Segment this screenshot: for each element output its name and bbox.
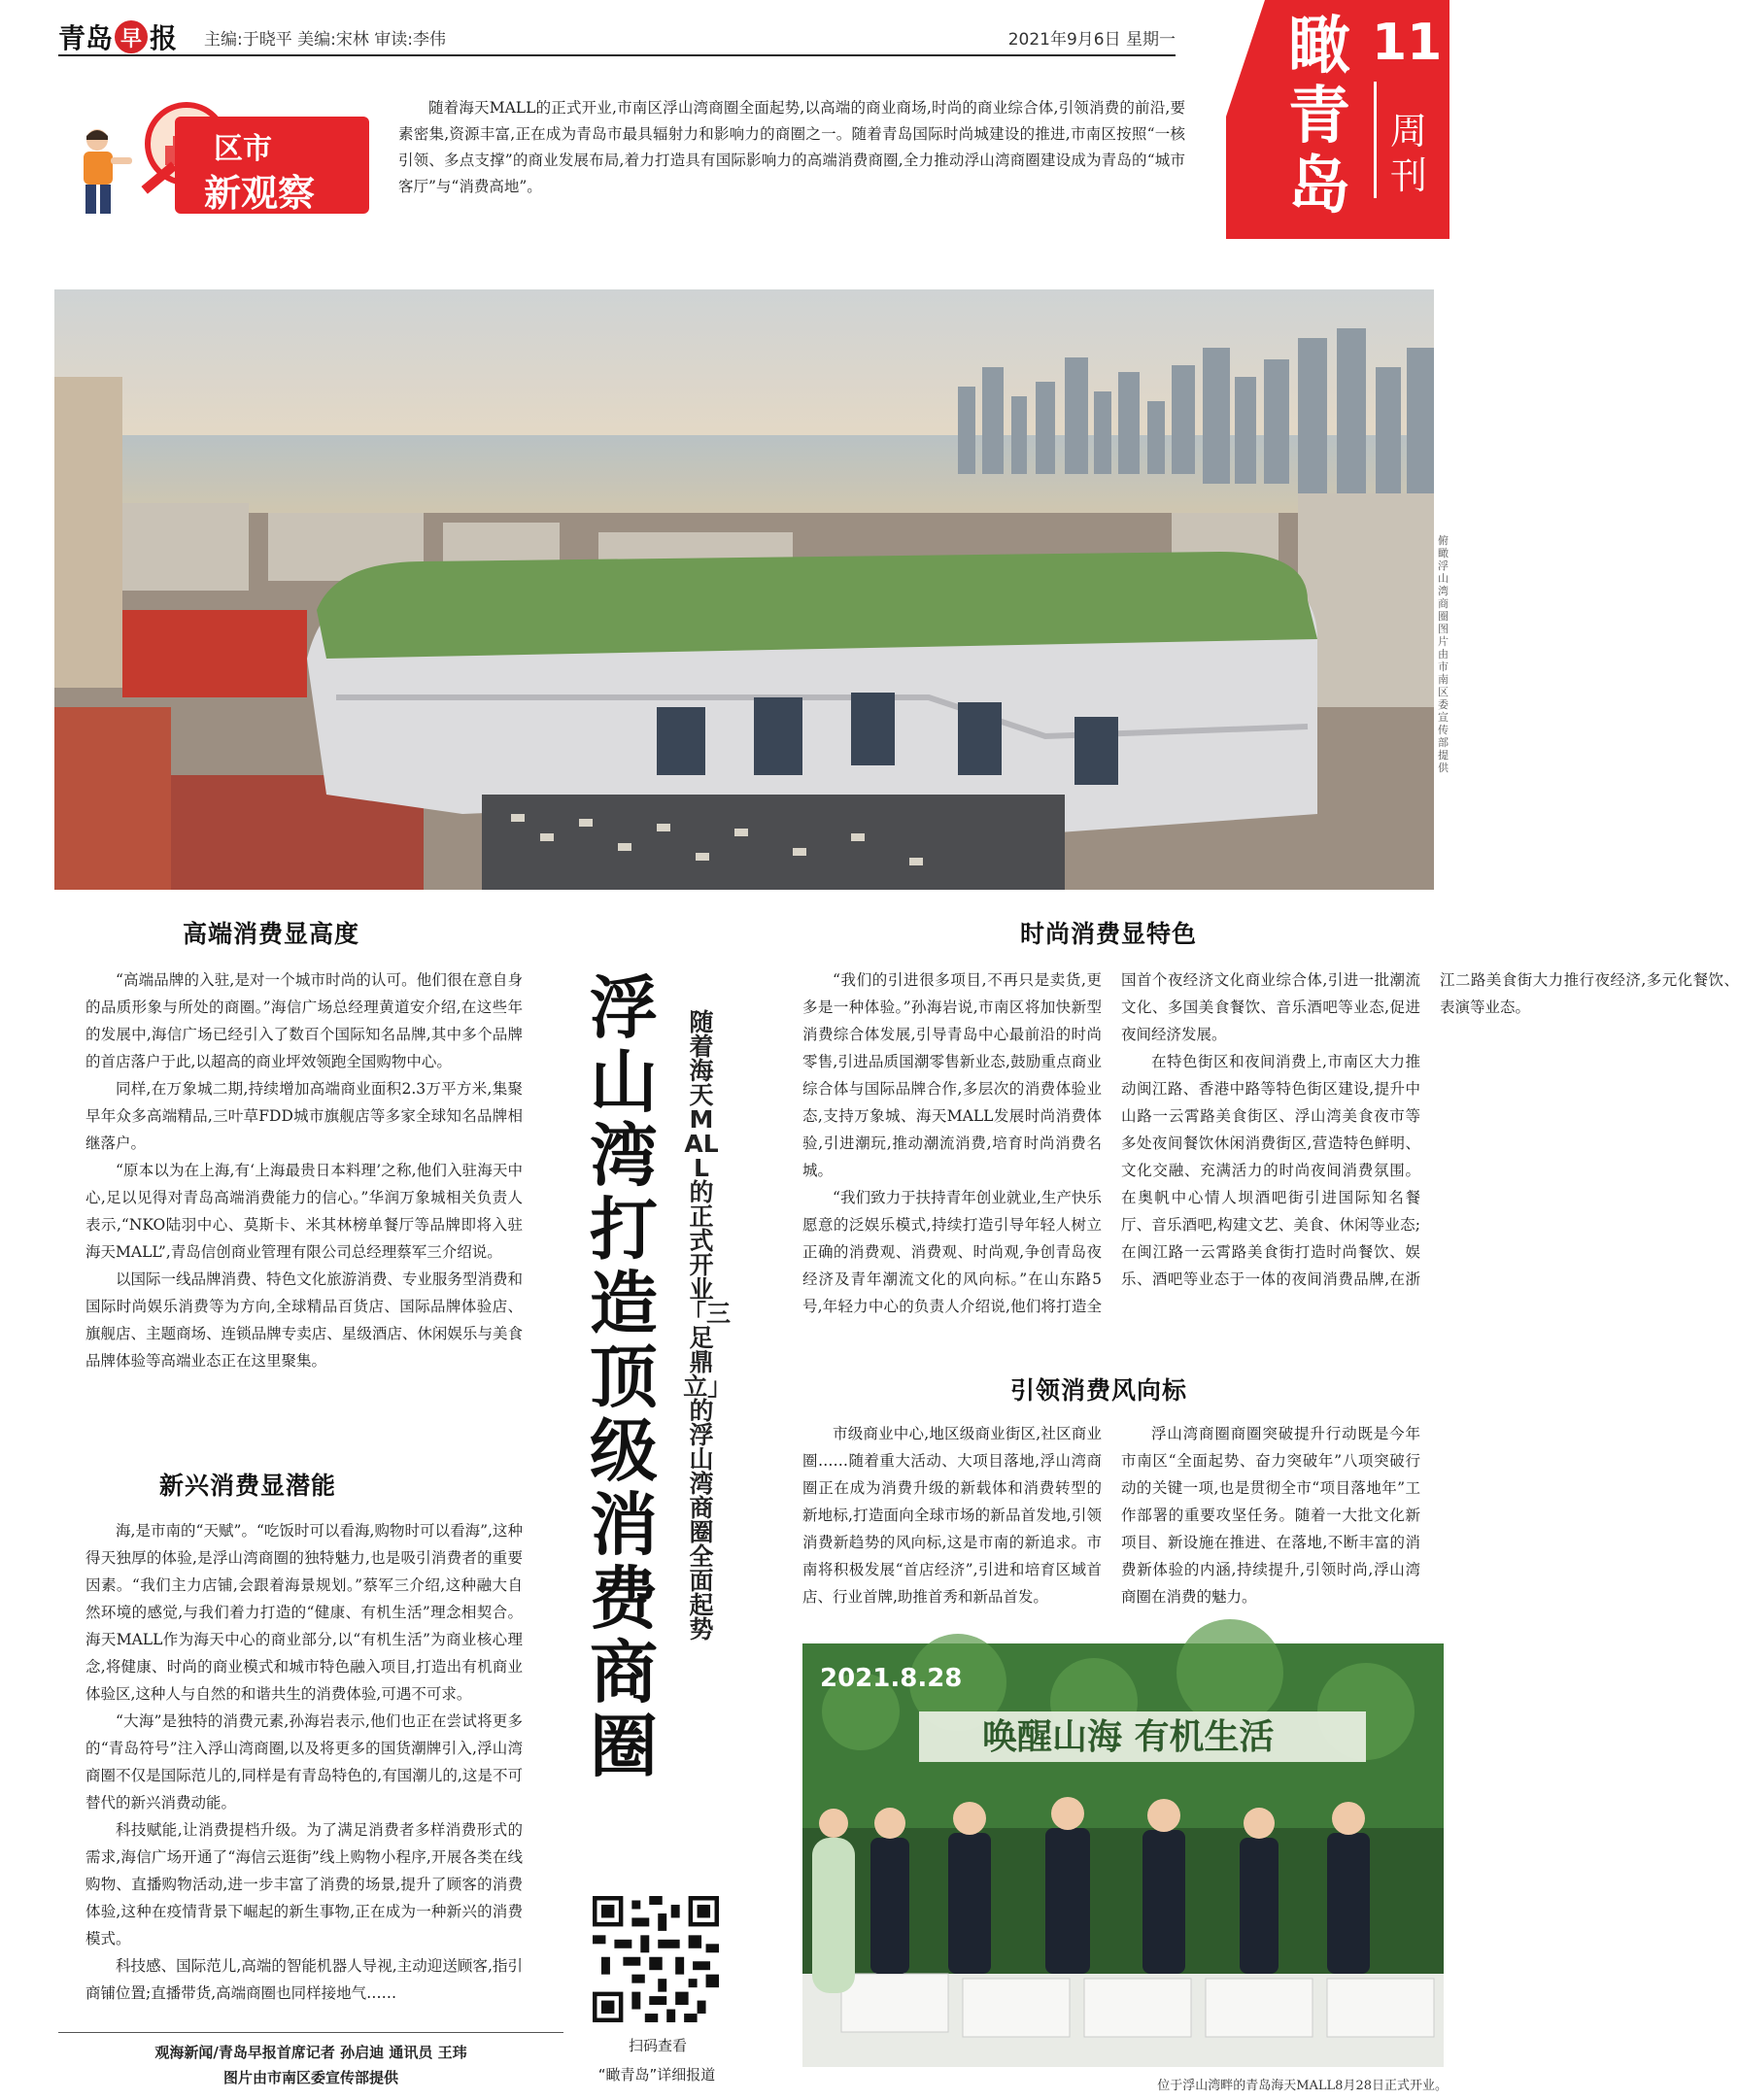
section-body-trend xyxy=(802,1420,1420,1634)
person-illustration-icon xyxy=(68,126,136,219)
issue-date: 2021年9月6日 星期一 xyxy=(1007,30,1176,50)
qr-caption: 扫码查看 xyxy=(628,2037,687,2054)
section-weekly-label: 周刊 xyxy=(1389,110,1427,197)
logo-text: 青岛 xyxy=(58,22,114,54)
paragraph: 科技赋能,让消费提档升级。为了满足消费者多样消费形式的需求,海信广场开通了“海信云逛街”线上购物小程序,开展各类在线购物、直播购物活动,进一步丰富了消费的场景,提升了顾客的消费体验,这种在疫情背景下崛起的新生事物,正在成为一种新兴的消费模式。 xyxy=(85,1821,523,1948)
paragraph: 科技感、国际范儿,高端的智能机器人导视,主动迎送顾客,指引商铺位置;直播带货,高端商圈也同样接地气…… xyxy=(85,1957,523,2002)
aerial-city-illustration xyxy=(54,289,1434,890)
article-byline xyxy=(78,2040,544,2090)
paragraph: 海,是市南的“天赋”。“吃饭时可以看海,购物时可以看海”,这种得天独厚的体验,是浮山湾商圈的独特魅力,也是吸引消费者的重要因素。“我们主力店铺,会跟着海景规划。”蔡军三介绍,这种融大自然环境的感觉,与我们着力打造的“健康、有机生活”理念相契合。海天MALL作为海天中心的商业部分,以“有机生活”为商业核心理念,将健康、时尚的商业模式和城市特色融入项目,打造出有机商业体验区,这种人与自然的和谐共生的消费体验,可遇不可求。 xyxy=(85,1522,523,1703)
logo-text-suffix: 报 xyxy=(150,22,178,54)
byline-reporters: 观海新闻/青岛早报首席记者 孙启迪 通讯员 王玮 xyxy=(154,2044,467,2061)
qr-caption-detail: “瞰青岛”详细报道 xyxy=(597,2066,716,2083)
hero-photo-credit: 俯瞰浮山湾商圈 图片由市南区委宣传部提供 xyxy=(1438,534,1449,774)
section-body-fashion xyxy=(802,966,1739,1343)
hero-aerial-photo xyxy=(54,289,1434,890)
photo-caption: 位于浮山湾畔的青岛海天MALL8月28日正式开业。 xyxy=(1157,2079,1448,2093)
paragraph: “高端品牌的入驻,是对一个城市时尚的认可。他们很在意自身的品质形象与所处的商圈。”海信广场总经理黄道安介绍,在这些年的发展中,海信广场已经引入了数百个国际知名品牌,其中多个品牌的首店落户于此,以超高的商业坪效领跑全国购物中心。 xyxy=(85,971,523,1070)
section-body-emerging xyxy=(85,1517,523,2007)
section-heading-high-end: 高端消费显高度 xyxy=(183,920,360,948)
paragraph: “大海”是独特的消费元素,孙海岩表示,他们也正在尝试将更多的“青岛符号”注入浮山湾商圈,以及将更多的国货潮牌引入,浮山湾商圈不仅是国际范儿的,同样是有青岛特色的,有国潮儿的,这是不可替代的新兴消费动能。 xyxy=(85,1712,523,1812)
paragraph: “原本以为在上海,有‘上海最贵日本料理’之称,他们入驻海天中心,足以见得对青岛高端消费能力的信心。”华润万象城相关负责人表示,“NKO陆羽中心、莫斯卡、米其林榜单餐厅等品牌即将入驻海天MALL”,青岛信创商业管理有限公司总经理蔡军三介绍说。 xyxy=(85,1162,523,1261)
paragraph: 同样,在万象城二期,持续增加高端商业面积2.3万平方米,集聚早年众多高端精品,三叶草FDD城市旗舰店等多家全球知名品牌相继落户。 xyxy=(85,1080,523,1152)
ceremony-illustration xyxy=(802,1643,1444,2067)
column-title-line1: 区市 xyxy=(214,132,272,166)
sub-headline: 随着海天MALL的正式开业 「三足鼎立」的浮山湾商圈全面起势 xyxy=(682,1008,732,1643)
column-badge xyxy=(68,97,379,223)
paragraph: 市级商业中心,地区级商业街区,社区商业圈……随着重大活动、大项目落地,浮山湾商圈正在成为消费升级的新载体和消费转型的新地标,打造面向全球市场的新品首发地,引领消费新趋势的风向标,这是市南的新追求。市南将积极发展“首店经济”,引进和培育区域首店、行业首牌,助推首秀和新品首发。 xyxy=(802,1425,1102,1606)
photo-date-stamp: 2021.8.28 xyxy=(820,1664,963,1693)
section-heading-fashion: 时尚消费显特色 xyxy=(1020,920,1198,948)
brand-notch xyxy=(1226,0,1265,117)
paragraph: 以国际一线品牌消费、特色文化旅游消费、专业服务型消费和国际时尚娱乐消费等为方向,全球精品百货店、国际品牌体验店、旗舰店、主题商场、连锁品牌专卖店、星级酒店、休闲娱乐与美食品牌体验等高端业态正在这里聚集。 xyxy=(85,1270,523,1370)
section-body-high-end xyxy=(85,966,523,1374)
brand-divider xyxy=(1374,82,1377,198)
section-brand-name: 瞰青岛 xyxy=(1288,11,1350,222)
paragraph: “我们的引进很多项目,不再只是卖货,更多是一种体验。”孙海岩说,市南区将加快新型消费综合体发展,引导青岛中心最前沿的时尚零售,引进品质国潮零售新业态,鼓励重点商业综合体与国际品牌合作,多层次的消费体验业态,支持万象城、海天MALL发展时尚消费体验,引进潮玩,推动潮流消费,培育时尚消费名城。 xyxy=(802,971,1102,1179)
byline-rule xyxy=(58,2032,563,2033)
section-heading-trend: 引领消费风向标 xyxy=(1010,1376,1188,1405)
paragraph: 在特色街区和夜间消费上,市南区大力推动闽江路、香港中路等特色街区建设,提升中山路一云霄路美食街区、浮山湾美食夜市等多处夜间餐饮休闲消费街区,营造特色鲜明、文化交融、充满活力的时尚夜间消费氛围。在奥帆中心情人坝酒吧街引进国际知名餐厅、音乐酒吧,构建文艺、美食、休闲等业态;在闽江路一云霄路美食街打造时尚餐饮、娱乐、酒吧等业态于一体的夜间消费品牌,在浙江二路美食街大力推行夜经济,多元化餐饮、表演等业态。 xyxy=(1121,971,1739,1288)
paragraph: “我们致力于扶持青年创业就业,生产快乐愿意的泛娱乐模式,持续打造引导年轻人树立正确的消费观、消费观、时尚观,争创青岛夜经济及青年潮流文化的风向标。”在山东路5号,年轻力中心的负责人介绍说,他们将打造全国首个夜经济文化商业综合体,引进一批潮流文化、多国美食餐饮、音乐酒吧等业态,促进夜间经济发展。 xyxy=(802,971,1420,1315)
main-headline: 浮山湾打造顶级消费商圈 xyxy=(590,968,658,1786)
newspaper-logo xyxy=(58,17,177,56)
photo-banner-text: 唤醒山海 有机生活 xyxy=(982,1717,1275,1757)
logo-circle: 早 xyxy=(115,20,148,53)
editorial-staff: 主编:于晓平 美编:宋林 审读:李伟 xyxy=(204,30,446,50)
masthead xyxy=(58,17,1176,56)
intro-paragraph: 随着海天MALL的正式开业,市南区浮山湾商圈全面起势,以高端的商业商场,时尚的商业综合体,引领消费的前沿,要素密集,资源丰富,正在成为青岛市最具辐射力和影响力的商圈之一。随着青岛国际时尚城建设的推进,市南区按照“一核引领、多点支撑”的商业发展布局,着力打造具有国际影响力的高端消费商圈,全力推动浮山湾商圈建设成为青岛的“城市客厅”与“消费高地”。 xyxy=(398,99,1185,195)
byline-photo-credit: 图片由市南区委宣传部提供 xyxy=(222,2069,398,2086)
qr-code-icon[interactable] xyxy=(593,1896,719,2022)
section-page-number: 11 xyxy=(1372,14,1443,72)
opening-ceremony-photo xyxy=(802,1643,1444,2067)
paragraph: 浮山湾商圈商圈突破提升行动既是今年市南区“全面起势、奋力突破年”八项突破行动的关键一项,也是贯彻全市“项目落地年”工作部署的重要攻坚任务。随着一大批文化新项目、新设施在推进、在落地,不断丰富的消费新体验的内涵,持续提升,引领时尚,浮山湾商圈在消费的魅力。 xyxy=(1121,1425,1420,1606)
column-title-line2: 新观察 xyxy=(204,172,316,215)
section-heading-emerging: 新兴消费显潜能 xyxy=(159,1472,337,1500)
